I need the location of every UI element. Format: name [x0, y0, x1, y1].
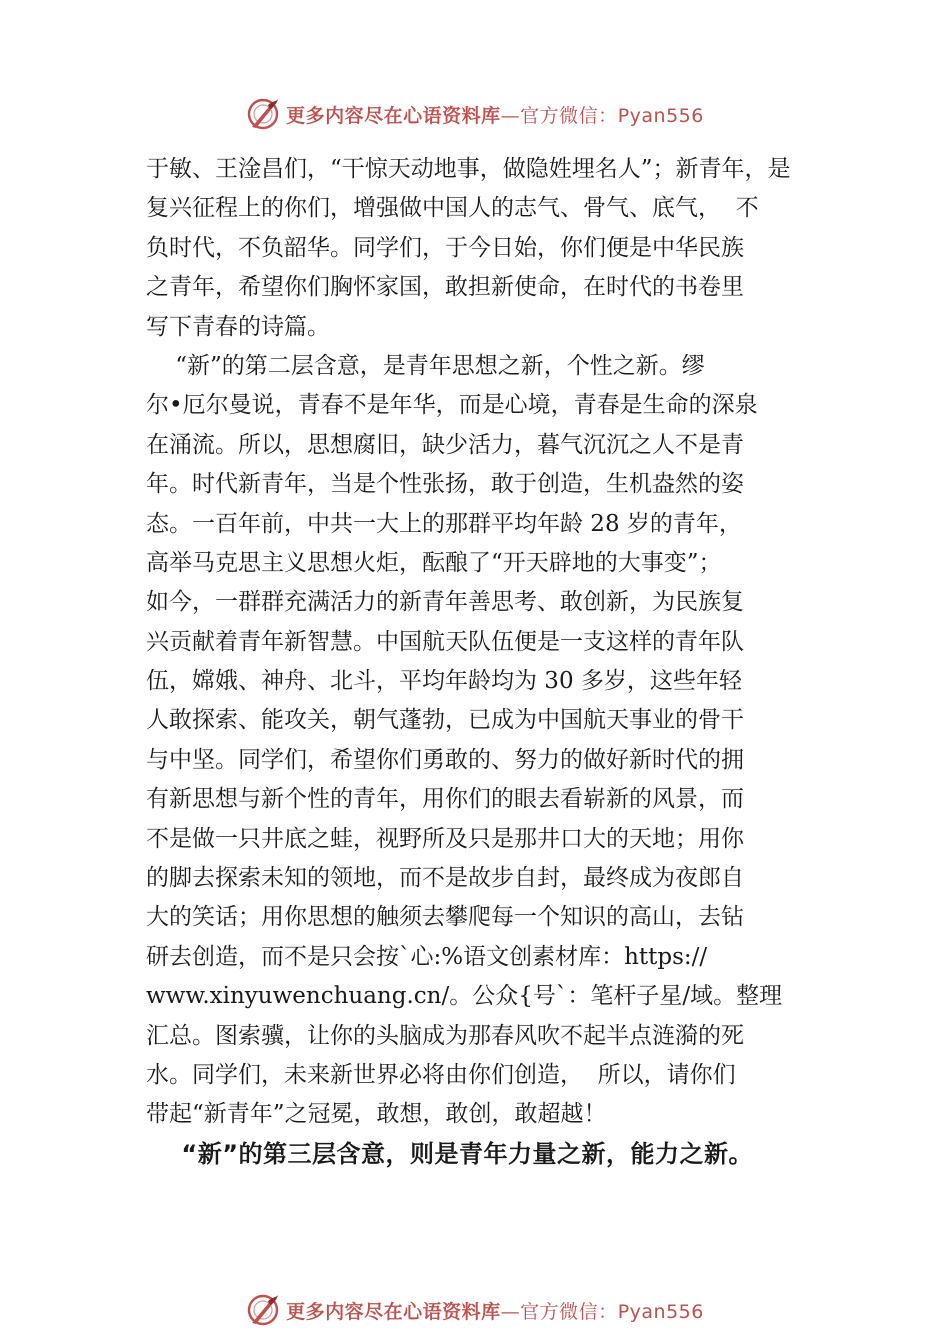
text-line: 写下青春的诗篇。: [146, 313, 330, 340]
footer-banner: [0, 1288, 950, 1332]
text-line: 高举马克思主义思想火炬，酝酿了“开天辟地的大事变”；: [146, 549, 722, 576]
text-line: 汇总。图索骥，让你的头脑成为那春风吹不起半点涟漪的死: [146, 1022, 744, 1049]
wechat-id: Pyan556: [617, 104, 704, 127]
text-line: 不是做一只井底之蛙，视野所及只是那井口大的天地；用你: [146, 825, 744, 852]
section-heading: “新”的第三层含意，则是青年力量之新，能力之新。: [146, 1139, 753, 1168]
header-banner: [0, 92, 950, 136]
wechat-label: 官方微信：: [520, 1300, 618, 1323]
text-line: 兴贡献着青年新智慧。中国航天队伍便是一支这样的青年队: [146, 628, 744, 655]
text-line: 在涌流。所以，思想腐旧，缺少活力，暮气沉沉之人不是青: [146, 431, 744, 458]
text-line: 如今，一群群充满活力的新青年善思考、敢创新，为民族复: [146, 589, 744, 616]
text-line: 带起“新青年”之冠冕，敢想，敢创，敢超越！: [146, 1101, 607, 1128]
text-line: 态。一百年前，中共一大上的那群平均年龄 28 岁的青年，: [146, 510, 742, 537]
text-line: 年。时代新青年，当是个性张扬，敢于创造，生机盎然的姿: [146, 471, 744, 498]
text-line: 与中坚。同学们，希望你们勇敢的、努力的做好新时代的拥: [146, 746, 744, 773]
text-line: 有新思想与新个性的青年，用你们的眼去看崭新的风景，而: [146, 786, 744, 813]
text-line: “新”的第二层含意，是青年思想之新，个性之新。缪: [146, 352, 705, 379]
banner-dash: —: [500, 104, 521, 127]
quill-circle-icon: [246, 97, 280, 131]
text-line: www.xinyuwenchuang.cn/。公众{号`：笔杆子星/域。整理: [146, 983, 783, 1010]
banner-dash: —: [500, 1300, 521, 1323]
text-line: 大的笑话；用你思想的触须去攀爬每一个知识的高山，去钻: [146, 904, 744, 931]
text-line: 人敢探索、能攻关，朝气蓬勃，已成为中国航天事业的骨干: [146, 707, 744, 734]
text-line: 负时代，不负韶华。同学们，于今日始，你们便是中华民族: [146, 234, 744, 261]
text-line: 尔•厄尔曼说，青春不是年华，而是心境，青春是生命的深泉: [146, 392, 758, 419]
banner-text: [286, 101, 704, 128]
wechat-id: Pyan556: [617, 1300, 704, 1323]
text-line: 研去创造，而不是只会按`心:%语文创素材库：https://: [146, 943, 708, 970]
text-line: 伍，嫦娥、神舟、北斗，平均年龄均为 30 多岁，这些年轻: [146, 668, 742, 695]
text-line: 于敏、王淦昌们，“干惊天动地事，做隐姓埋名人”；新青年，是: [146, 156, 791, 182]
document-body: [146, 150, 826, 1174]
library-name: 更多内容尽在心语资料库: [286, 104, 501, 127]
library-name: 更多内容尽在心语资料库: [286, 1300, 501, 1323]
text-line: 水。同学们，未来新世界必将由你们创造， 所以，请你们: [146, 1061, 736, 1088]
banner-text: [286, 1297, 704, 1324]
text-line: 的脚去探索未知的领地，而不是故步自封，最终成为夜郎自: [146, 865, 744, 892]
quill-circle-icon: [246, 1293, 280, 1327]
text-line: 之青年，希望你们胸怀家国，敢担新使命，在时代的书卷里: [146, 274, 744, 301]
text-line: 复兴征程上的你们，增强做中国人的志气、骨气、底气， 不: [146, 195, 759, 222]
wechat-label: 官方微信：: [520, 104, 618, 127]
